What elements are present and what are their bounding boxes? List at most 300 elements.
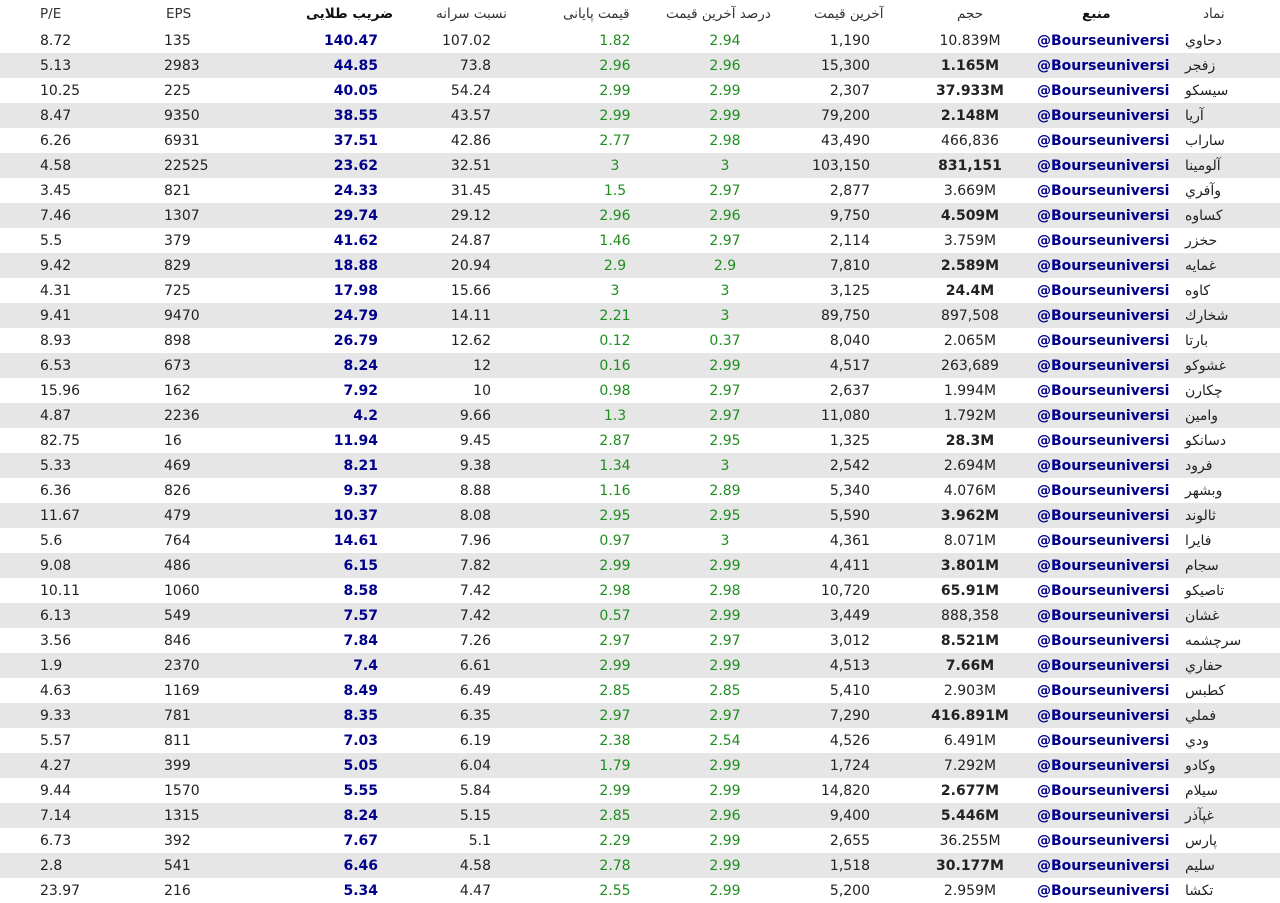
table-row[interactable] (0, 603, 1280, 628)
last-price-cell: 89,750 (821, 307, 870, 324)
source-cell[interactable]: @Bourseuniversi (1037, 332, 1170, 349)
last-price-cell: 4,526 (829, 732, 870, 749)
per-capita-ratio-cell: 6.49 (459, 682, 491, 699)
source-cell[interactable]: @Bourseuniversi (1037, 657, 1170, 674)
header-per-capita-ratio[interactable]: نسبت سرانه (436, 6, 507, 22)
last-price-percent-cell: 2.99 (709, 657, 741, 674)
symbol-cell: سليم (1185, 857, 1215, 874)
per-capita-ratio-cell: 42.86 (450, 132, 491, 149)
golden-ratio-cell: 7.67 (343, 832, 378, 849)
golden-ratio-cell: 17.98 (333, 282, 378, 299)
eps-cell: 549 (164, 607, 191, 624)
pe-cell: 6.13 (40, 607, 72, 624)
table-header-row (0, 0, 1280, 28)
table-row[interactable] (0, 853, 1280, 878)
golden-ratio-cell: 8.58 (343, 582, 378, 599)
source-cell[interactable]: @Bourseuniversi (1037, 707, 1170, 724)
golden-ratio-cell: 4.2 (353, 407, 378, 424)
per-capita-ratio-cell: 5.84 (459, 782, 491, 799)
pe-cell: 8.93 (40, 332, 72, 349)
source-cell[interactable]: @Bourseuniversi (1037, 232, 1170, 249)
symbol-cell: فايرا (1185, 532, 1212, 549)
per-capita-ratio-cell: 7.26 (459, 632, 491, 649)
last-price-cell: 5,340 (829, 482, 870, 499)
final-price-cell: 3 (610, 157, 620, 174)
table-row[interactable] (0, 728, 1280, 753)
table-row[interactable] (0, 503, 1280, 528)
last-price-cell: 11,080 (821, 407, 870, 424)
source-cell[interactable]: @Bourseuniversi (1037, 882, 1170, 899)
final-price-cell: 0.16 (599, 357, 631, 374)
last-price-cell: 2,114 (829, 232, 870, 249)
pe-cell: 5.57 (40, 732, 72, 749)
eps-cell: 9470 (164, 307, 200, 324)
table-row[interactable] (0, 828, 1280, 853)
volume-cell: 37.933M (936, 82, 1004, 99)
pe-cell: 5.6 (40, 532, 63, 549)
source-cell[interactable]: @Bourseuniversi (1037, 157, 1170, 174)
pe-cell: 5.13 (40, 57, 72, 74)
table-row[interactable] (0, 678, 1280, 703)
final-price-cell: 2.96 (599, 207, 631, 224)
table-row[interactable] (0, 553, 1280, 578)
pe-cell: 6.73 (40, 832, 72, 849)
pe-cell: 5.5 (40, 232, 63, 249)
last-price-percent-cell: 2.99 (709, 757, 741, 774)
pe-cell: 11.67 (40, 507, 81, 524)
golden-ratio-cell: 11.94 (333, 432, 378, 449)
source-cell[interactable]: @Bourseuniversi (1037, 757, 1170, 774)
pe-cell: 82.75 (40, 432, 81, 449)
volume-cell: 2.903M (943, 682, 997, 699)
volume-cell: 7.292M (943, 757, 997, 774)
table-row[interactable] (0, 403, 1280, 428)
last-price-percent-cell: 3 (720, 307, 730, 324)
table-row[interactable] (0, 203, 1280, 228)
source-cell[interactable]: @Bourseuniversi (1037, 257, 1170, 274)
volume-cell: 897,508 (941, 307, 999, 324)
per-capita-ratio-cell: 8.08 (459, 507, 491, 524)
eps-cell: 1060 (164, 582, 200, 599)
final-price-cell: 0.98 (599, 382, 631, 399)
volume-cell: 7.66M (945, 657, 995, 674)
header-last-price[interactable]: آخرین قیمت (814, 6, 884, 22)
eps-cell: 225 (164, 82, 191, 99)
source-cell[interactable]: @Bourseuniversi (1037, 382, 1170, 399)
symbol-cell: آلومينا (1185, 157, 1221, 174)
per-capita-ratio-cell: 7.42 (459, 582, 491, 599)
table-row[interactable] (0, 103, 1280, 128)
source-cell[interactable]: @Bourseuniversi (1037, 532, 1170, 549)
eps-cell: 673 (164, 357, 191, 374)
final-price-cell: 2.77 (599, 132, 631, 149)
header-volume[interactable]: حجم (957, 6, 984, 22)
golden-ratio-cell: 7.92 (343, 382, 378, 399)
golden-ratio-cell: 29.74 (333, 207, 378, 224)
symbol-cell: وكادو (1185, 757, 1216, 774)
table-row[interactable] (0, 528, 1280, 553)
final-price-cell: 1.5 (603, 182, 627, 199)
per-capita-ratio-cell: 24.87 (450, 232, 491, 249)
table-row[interactable] (0, 478, 1280, 503)
symbol-cell: غپآذر (1185, 807, 1214, 824)
volume-cell: 30.177M (936, 857, 1004, 874)
last-price-cell: 3,125 (829, 282, 870, 299)
eps-cell: 764 (164, 532, 191, 549)
last-price-cell: 7,290 (829, 707, 870, 724)
last-price-percent-cell: 2.95 (709, 507, 741, 524)
last-price-percent-cell: 2.95 (709, 432, 741, 449)
last-price-cell: 14,820 (821, 782, 870, 799)
golden-ratio-cell: 7.84 (343, 632, 378, 649)
table-row[interactable] (0, 328, 1280, 353)
per-capita-ratio-cell: 7.82 (459, 557, 491, 574)
last-price-cell: 2,307 (829, 82, 870, 99)
table-row[interactable] (0, 153, 1280, 178)
header-last-price-percent[interactable]: درصد آخرین قیمت (666, 6, 771, 22)
last-price-percent-cell: 2.97 (709, 407, 741, 424)
source-cell[interactable]: @Bourseuniversi (1037, 282, 1170, 299)
table-row[interactable] (0, 378, 1280, 403)
header-final-price[interactable]: قیمت پایانی (563, 6, 630, 22)
symbol-cell: آريا (1185, 107, 1204, 124)
final-price-cell: 2.55 (599, 882, 631, 899)
last-price-percent-cell: 2.97 (709, 232, 741, 249)
volume-cell: 4.509M (940, 207, 1000, 224)
eps-cell: 1315 (164, 807, 200, 824)
table-row[interactable] (0, 128, 1280, 153)
source-cell[interactable]: @Bourseuniversi (1037, 782, 1170, 799)
eps-cell: 6931 (164, 132, 200, 149)
symbol-cell: چكارن (1185, 382, 1223, 399)
source-cell[interactable]: @Bourseuniversi (1037, 182, 1170, 199)
table-row[interactable] (0, 653, 1280, 678)
last-price-cell: 15,300 (821, 57, 870, 74)
golden-ratio-cell: 7.03 (343, 732, 378, 749)
table-row[interactable] (0, 228, 1280, 253)
per-capita-ratio-cell: 5.1 (468, 832, 491, 849)
table-row[interactable] (0, 428, 1280, 453)
last-price-percent-cell: 2.99 (709, 557, 741, 574)
golden-ratio-cell: 8.24 (343, 357, 378, 374)
final-price-cell: 2.99 (599, 782, 631, 799)
volume-cell: 416.891M (931, 707, 1009, 724)
source-cell[interactable]: @Bourseuniversi (1037, 407, 1170, 424)
golden-ratio-cell: 8.21 (343, 457, 378, 474)
per-capita-ratio-cell: 43.57 (450, 107, 491, 124)
golden-ratio-cell: 8.35 (343, 707, 378, 724)
golden-ratio-cell: 8.49 (343, 682, 378, 699)
source-cell[interactable]: @Bourseuniversi (1037, 482, 1170, 499)
last-price-percent-cell: 3 (720, 157, 730, 174)
last-price-percent-cell: 3 (720, 282, 730, 299)
pe-cell: 3.45 (40, 182, 72, 199)
per-capita-ratio-cell: 32.51 (450, 157, 491, 174)
eps-cell: 781 (164, 707, 191, 724)
header-golden-ratio[interactable]: ضریب طلایی (306, 6, 394, 22)
table-row[interactable] (0, 578, 1280, 603)
volume-cell: 263,689 (941, 357, 999, 374)
last-price-cell: 4,517 (829, 357, 870, 374)
final-price-cell: 2.99 (599, 657, 631, 674)
volume-cell: 888,358 (941, 607, 999, 624)
source-cell[interactable]: @Bourseuniversi (1037, 607, 1170, 624)
symbol-cell: دسانكو (1185, 432, 1227, 449)
table-row[interactable] (0, 53, 1280, 78)
last-price-percent-cell: 2.99 (709, 832, 741, 849)
table-row[interactable] (0, 778, 1280, 803)
last-price-cell: 10,720 (821, 582, 870, 599)
golden-ratio-cell: 24.79 (333, 307, 378, 324)
pe-cell: 10.25 (40, 82, 81, 99)
per-capita-ratio-cell: 14.11 (450, 307, 491, 324)
pe-cell: 9.33 (40, 707, 72, 724)
golden-ratio-cell: 23.62 (333, 157, 378, 174)
volume-cell: 8.521M (940, 632, 1000, 649)
eps-cell: 821 (164, 182, 191, 199)
source-cell[interactable]: @Bourseuniversi (1037, 732, 1170, 749)
pe-cell: 9.08 (40, 557, 72, 574)
volume-cell: 24.4M (945, 282, 995, 299)
pe-cell: 7.14 (40, 807, 72, 824)
source-cell[interactable]: @Bourseuniversi (1037, 582, 1170, 599)
source-cell[interactable]: @Bourseuniversi (1037, 132, 1170, 149)
pe-cell: 6.26 (40, 132, 72, 149)
last-price-cell: 5,410 (829, 682, 870, 699)
symbol-cell: وبشهر (1185, 482, 1223, 499)
table-row[interactable] (0, 253, 1280, 278)
table-row[interactable] (0, 178, 1280, 203)
final-price-cell: 3 (610, 282, 620, 299)
eps-cell: 216 (164, 882, 191, 899)
symbol-cell: ساراب (1185, 132, 1225, 149)
symbol-cell: كطبس (1185, 682, 1226, 699)
volume-cell: 3.962M (940, 507, 1000, 524)
final-price-cell: 2.97 (599, 707, 631, 724)
table-row[interactable] (0, 803, 1280, 828)
table-row[interactable] (0, 303, 1280, 328)
header-symbol[interactable]: نماد (1203, 6, 1225, 22)
golden-ratio-cell: 37.51 (333, 132, 378, 149)
last-price-cell: 1,325 (829, 432, 870, 449)
source-cell[interactable]: @Bourseuniversi (1037, 432, 1170, 449)
final-price-cell: 2.9 (603, 257, 627, 274)
symbol-cell: غشان (1185, 607, 1220, 624)
per-capita-ratio-cell: 4.47 (459, 882, 491, 899)
table-row[interactable] (0, 453, 1280, 478)
pe-cell: 15.96 (40, 382, 81, 399)
last-price-cell: 9,750 (829, 207, 870, 224)
source-cell[interactable]: @Bourseuniversi (1037, 307, 1170, 324)
volume-cell: 8.071M (943, 532, 997, 549)
source-cell[interactable]: @Bourseuniversi (1037, 457, 1170, 474)
last-price-percent-cell: 2.54 (709, 732, 741, 749)
source-cell[interactable]: @Bourseuniversi (1037, 107, 1170, 124)
source-cell[interactable]: @Bourseuniversi (1037, 857, 1170, 874)
last-price-cell: 2,542 (829, 457, 870, 474)
pe-cell: 2.8 (40, 857, 63, 874)
eps-cell: 811 (164, 732, 191, 749)
eps-cell: 829 (164, 257, 191, 274)
per-capita-ratio-cell: 6.04 (459, 757, 491, 774)
last-price-cell: 4,513 (829, 657, 870, 674)
golden-ratio-cell: 9.37 (343, 482, 378, 499)
source-cell[interactable]: @Bourseuniversi (1037, 632, 1170, 649)
volume-cell: 28.3M (945, 432, 995, 449)
table-row[interactable] (0, 28, 1280, 53)
last-price-percent-cell: 2.96 (709, 207, 741, 224)
last-price-cell: 1,518 (829, 857, 870, 874)
pe-cell: 1.9 (40, 657, 63, 674)
final-price-cell: 0.12 (599, 332, 631, 349)
header-pe[interactable]: P/E (40, 6, 62, 22)
last-price-percent-cell: 2.98 (709, 132, 741, 149)
symbol-cell: فملي (1185, 707, 1217, 724)
source-cell[interactable]: @Bourseuniversi (1037, 82, 1170, 99)
last-price-cell: 5,200 (829, 882, 870, 899)
last-price-cell: 103,150 (812, 157, 870, 174)
last-price-percent-cell: 2.97 (709, 707, 741, 724)
source-cell[interactable]: @Bourseuniversi (1037, 807, 1170, 824)
per-capita-ratio-cell: 31.45 (450, 182, 491, 199)
last-price-percent-cell: 2.99 (709, 82, 741, 99)
per-capita-ratio-cell: 107.02 (442, 32, 491, 49)
per-capita-ratio-cell: 9.45 (459, 432, 491, 449)
pe-cell: 4.31 (40, 282, 72, 299)
pe-cell: 4.27 (40, 757, 72, 774)
symbol-cell: كساوه (1185, 207, 1223, 224)
final-price-cell: 0.97 (599, 532, 631, 549)
pe-cell: 10.11 (40, 582, 81, 599)
per-capita-ratio-cell: 6.35 (459, 707, 491, 724)
eps-cell: 2983 (164, 57, 200, 74)
golden-ratio-cell: 7.57 (343, 607, 378, 624)
symbol-cell: تاصيكو (1185, 582, 1225, 599)
golden-ratio-cell: 24.33 (333, 182, 378, 199)
final-price-cell: 2.38 (599, 732, 631, 749)
pe-cell: 8.72 (40, 32, 72, 49)
table-row[interactable] (0, 628, 1280, 653)
per-capita-ratio-cell: 6.61 (459, 657, 491, 674)
last-price-cell: 1,724 (829, 757, 870, 774)
source-cell[interactable]: @Bourseuniversi (1037, 832, 1170, 849)
source-cell[interactable]: @Bourseuniversi (1037, 682, 1170, 699)
last-price-cell: 79,200 (821, 107, 870, 124)
volume-cell: 466,836 (941, 132, 999, 149)
source-cell[interactable]: @Bourseuniversi (1037, 507, 1170, 524)
volume-cell: 10.839M (939, 32, 1001, 49)
pe-cell: 6.36 (40, 482, 72, 499)
last-price-percent-cell: 3 (720, 457, 730, 474)
golden-ratio-cell: 7.4 (353, 657, 378, 674)
final-price-cell: 2.78 (599, 857, 631, 874)
table-row[interactable] (0, 353, 1280, 378)
last-price-cell: 2,637 (829, 382, 870, 399)
eps-cell: 1169 (164, 682, 200, 699)
per-capita-ratio-cell: 7.42 (459, 607, 491, 624)
source-cell[interactable]: @Bourseuniversi (1037, 557, 1170, 574)
table-row[interactable] (0, 878, 1280, 903)
symbol-cell: بارتا (1185, 332, 1209, 349)
eps-cell: 16 (164, 432, 182, 449)
volume-cell: 2.065M (943, 332, 997, 349)
final-price-cell: 1.46 (599, 232, 631, 249)
pe-cell: 9.44 (40, 782, 72, 799)
table-row[interactable] (0, 703, 1280, 728)
golden-ratio-cell: 41.62 (333, 232, 378, 249)
table-row[interactable] (0, 753, 1280, 778)
last-price-percent-cell: 2.97 (709, 182, 741, 199)
final-price-cell: 2.99 (599, 82, 631, 99)
last-price-percent-cell: 0.37 (709, 332, 741, 349)
last-price-percent-cell: 2.9 (713, 257, 737, 274)
volume-cell: 2.677M (940, 782, 1000, 799)
per-capita-ratio-cell: 29.12 (450, 207, 491, 224)
eps-cell: 1570 (164, 782, 200, 799)
last-price-percent-cell: 2.99 (709, 607, 741, 624)
symbol-cell: غمايه (1185, 257, 1217, 274)
volume-cell: 3.801M (940, 557, 1000, 574)
final-price-cell: 1.3 (603, 407, 627, 424)
per-capita-ratio-cell: 7.96 (459, 532, 491, 549)
per-capita-ratio-cell: 10 (473, 382, 491, 399)
final-price-cell: 2.21 (599, 307, 631, 324)
pe-cell: 9.42 (40, 257, 72, 274)
eps-cell: 2370 (164, 657, 200, 674)
eps-cell: 399 (164, 757, 191, 774)
header-eps[interactable]: EPS (166, 6, 192, 22)
final-price-cell: 1.79 (599, 757, 631, 774)
volume-cell: 2.694M (943, 457, 997, 474)
golden-ratio-cell: 6.15 (343, 557, 378, 574)
table-row[interactable] (0, 278, 1280, 303)
header-source[interactable]: منبع (1082, 6, 1111, 22)
source-cell[interactable]: @Bourseuniversi (1037, 32, 1170, 49)
symbol-cell: تكشا (1185, 882, 1214, 899)
symbol-cell: پارس (1185, 832, 1218, 849)
symbol-cell: زفجر (1185, 57, 1216, 74)
volume-cell: 3.759M (943, 232, 997, 249)
pe-cell: 3.56 (40, 632, 72, 649)
symbol-cell: فرود (1185, 457, 1213, 474)
per-capita-ratio-cell: 4.58 (459, 857, 491, 874)
final-price-cell: 2.95 (599, 507, 631, 524)
golden-ratio-cell: 5.55 (343, 782, 378, 799)
source-cell[interactable]: @Bourseuniversi (1037, 357, 1170, 374)
symbol-cell: وامين (1185, 407, 1219, 424)
source-cell[interactable]: @Bourseuniversi (1037, 57, 1170, 74)
golden-ratio-cell: 26.79 (333, 332, 378, 349)
final-price-cell: 0.57 (599, 607, 631, 624)
pe-cell: 9.41 (40, 307, 72, 324)
last-price-cell: 7,810 (829, 257, 870, 274)
last-price-percent-cell: 3 (720, 532, 730, 549)
volume-cell: 2.589M (940, 257, 1000, 274)
last-price-percent-cell: 2.96 (709, 807, 741, 824)
final-price-cell: 2.85 (599, 682, 631, 699)
table-row[interactable] (0, 78, 1280, 103)
golden-ratio-cell: 10.37 (333, 507, 378, 524)
per-capita-ratio-cell: 73.8 (459, 57, 491, 74)
symbol-cell: حفاري (1185, 657, 1223, 674)
symbol-cell: سرچشمه (1185, 632, 1242, 649)
symbol-cell: شخارك (1185, 307, 1229, 324)
volume-cell: 831,151 (938, 157, 1002, 174)
golden-ratio-cell: 140.47 (323, 32, 378, 49)
final-price-cell: 2.96 (599, 57, 631, 74)
source-cell[interactable]: @Bourseuniversi (1037, 207, 1170, 224)
golden-ratio-cell: 6.46 (343, 857, 378, 874)
